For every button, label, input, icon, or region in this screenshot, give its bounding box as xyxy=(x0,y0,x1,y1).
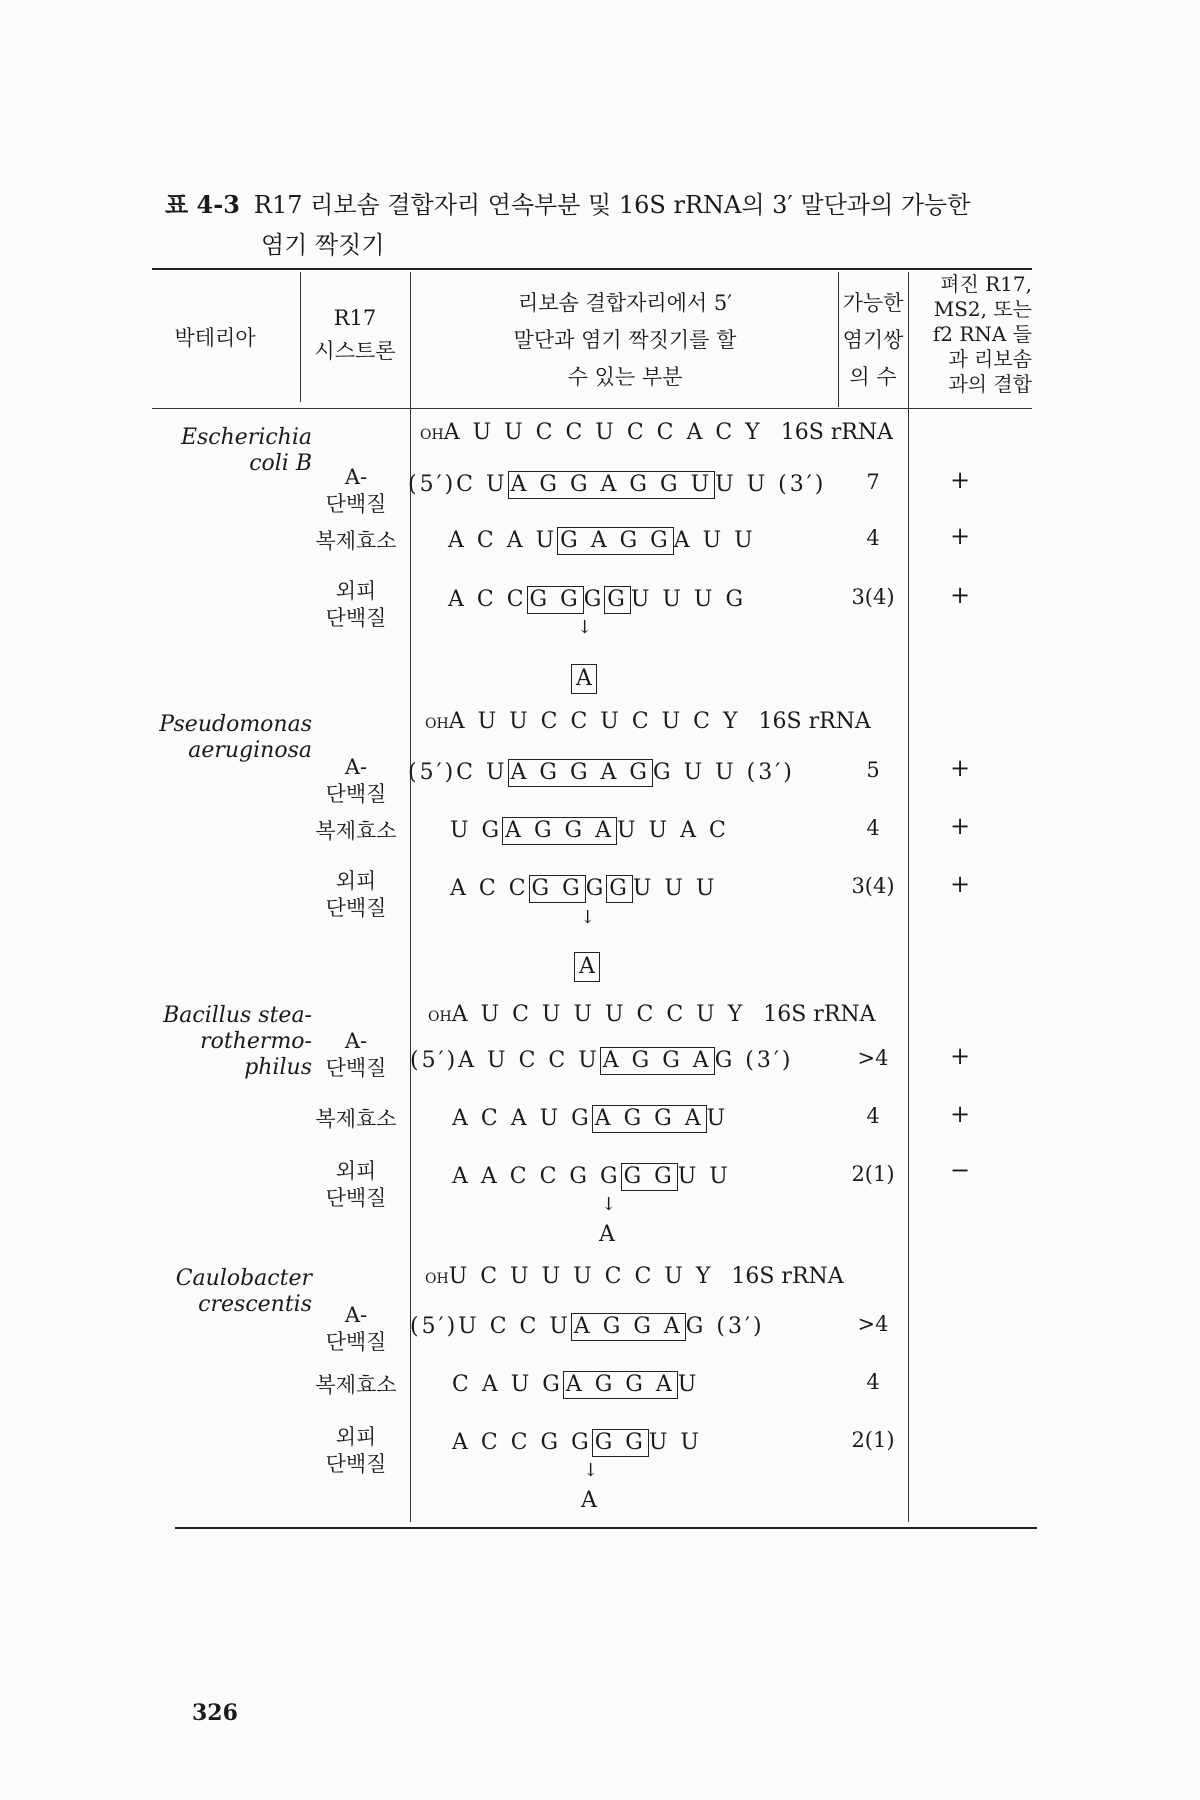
pairing-box: G G xyxy=(529,875,586,903)
header-binding: 펴진 R17, MS2, 또는 f2 RNA 들 과 리보솜 과의 결합 xyxy=(932,272,1032,396)
binding-sequence: A C A U G A G G A U xyxy=(452,1106,729,1131)
table-caption xyxy=(165,185,1065,265)
cistron-label: 외피 단백질 xyxy=(325,579,387,630)
binding-result: + xyxy=(949,522,971,550)
binding-result: + xyxy=(949,581,971,609)
pairing-box: A G G A xyxy=(563,1371,678,1399)
substituted-base: A xyxy=(574,952,600,982)
binding-sequence: (5′)C U A G G A G G U U U (3′) xyxy=(408,472,827,497)
substitution-arrow-icon: ↓ xyxy=(601,1194,617,1215)
pairing-box: A G G A xyxy=(592,1105,707,1133)
species-name: Escherichia coli B xyxy=(180,425,312,476)
binding-sequence: (5′)C U A G G A G G U U (3′) xyxy=(408,760,795,785)
base-pair-count: 4 xyxy=(866,526,880,550)
cistron-label: 복제효소 xyxy=(315,1107,397,1131)
binding-result: + xyxy=(949,1100,971,1128)
cistron-label: 복제효소 xyxy=(315,819,397,843)
rrna-sequence: OHA U U C C U C C A C Y 16S rRNA xyxy=(420,420,893,445)
pairing-box: G A G G xyxy=(557,527,674,555)
pairing-box: G G xyxy=(592,1429,649,1457)
header-region: 리보솜 결합자리에서 5′ 말단과 염기 짝짓기를 할 수 있는 부분 xyxy=(513,291,737,389)
caption-line-1: R17 리보솜 결합자리 연속부분 및 16S rRNA의 3′ 말단과의 가능한 xyxy=(253,191,971,219)
cistron-label: 외피 단백질 xyxy=(325,869,387,920)
cistron-label: A- 단백질 xyxy=(325,1303,387,1354)
rrna-sequence: OHA U C U U U C C U Y 16S rRNA xyxy=(428,1002,876,1027)
cistron-label: A- 단백질 xyxy=(325,1029,387,1080)
substituted-base: A xyxy=(581,1488,597,1513)
binding-sequence: A C A U G A G G A U U xyxy=(448,528,756,553)
binding-sequence: A C C G G G G U U U G xyxy=(448,587,747,612)
header-divider xyxy=(838,272,839,407)
species-name: Caulobacter crescentis xyxy=(175,1266,312,1317)
binding-result: + xyxy=(949,466,971,494)
pairing-box: G xyxy=(604,586,631,614)
base-pair-count: 4 xyxy=(866,1370,880,1394)
pairing-box: A G G A G G U xyxy=(508,471,716,499)
rrna-sequence: OHU C U U U C C U Y 16S rRNA xyxy=(425,1264,844,1289)
binding-sequence: A C C G G G G U U xyxy=(452,1430,702,1455)
pairing-box: G xyxy=(606,875,633,903)
substituted-base: A xyxy=(571,664,597,694)
cistron-label: 외피 단백질 xyxy=(325,1425,387,1476)
base-pair-count: 4 xyxy=(866,816,880,840)
binding-result: + xyxy=(949,812,971,840)
base-pair-count: 5 xyxy=(866,758,880,782)
base-pair-count: >4 xyxy=(857,1312,889,1336)
column-divider xyxy=(908,272,909,1522)
rrna-sequence: OHA U U C C U C U C Y 16S rRNA xyxy=(425,709,871,734)
binding-sequence: C A U G A G G A U xyxy=(452,1372,700,1397)
base-pair-count: 7 xyxy=(866,470,880,494)
binding-result: + xyxy=(949,870,971,898)
table-top-rule xyxy=(152,268,1032,270)
substitution-arrow-icon: ↓ xyxy=(577,617,593,638)
base-pair-count: 3(4) xyxy=(851,585,895,609)
substituted-base: A xyxy=(599,1222,615,1247)
binding-result: + xyxy=(949,754,971,782)
pairing-box: A G G A xyxy=(571,1313,686,1341)
species-name: Pseudomonas aeruginosa xyxy=(159,712,312,763)
cistron-label: 복제효소 xyxy=(315,529,397,553)
substitution-arrow-icon: ↓ xyxy=(580,907,596,928)
binding-sequence: U G A G G A U U A C xyxy=(450,818,729,843)
base-pair-count: 3(4) xyxy=(851,874,895,898)
header-pairs: 가능한 염기쌍 의 수 xyxy=(842,291,904,389)
binding-sequence: (5′)A U C C U A G G A G (3′) xyxy=(410,1048,794,1073)
base-pair-count: >4 xyxy=(857,1046,889,1070)
pairing-box: A G G A xyxy=(600,1047,715,1075)
table-header-rule xyxy=(152,408,1032,409)
pairing-box: A G G A G xyxy=(508,759,653,787)
page-number: 326 xyxy=(192,1700,238,1726)
base-pair-count: 2(1) xyxy=(851,1162,895,1186)
binding-result: − xyxy=(949,1156,971,1184)
table-number: 표 4-3 xyxy=(165,190,240,219)
caption-line-2: 염기 짝짓기 xyxy=(261,231,385,259)
header-bacteria: 박테리아 xyxy=(174,326,256,350)
binding-sequence: (5′)U C C U A G G A G (3′) xyxy=(410,1314,765,1339)
pairing-box: G G xyxy=(527,586,584,614)
table-bottom-rule xyxy=(175,1527,1037,1529)
pairing-box: A G G A xyxy=(502,817,617,845)
binding-sequence: A C C G G G G U U U xyxy=(450,876,718,901)
base-pair-count: 4 xyxy=(866,1104,880,1128)
cistron-label: 외피 단백질 xyxy=(325,1159,387,1210)
header-divider xyxy=(300,272,301,402)
cistron-label: 복제효소 xyxy=(315,1373,397,1397)
species-name: Bacillus stea- rothermo- philus xyxy=(163,1003,312,1080)
cistron-label: A- 단백질 xyxy=(325,755,387,806)
cistron-label: A- 단백질 xyxy=(325,465,387,516)
base-pair-count: 2(1) xyxy=(851,1428,895,1452)
header-cistron: R17 시스트론 xyxy=(314,306,396,363)
substitution-arrow-icon: ↓ xyxy=(583,1460,599,1481)
binding-result: + xyxy=(949,1042,971,1070)
binding-sequence: A A C C G G G G U U xyxy=(452,1164,731,1189)
pairing-box: G G xyxy=(621,1163,678,1191)
